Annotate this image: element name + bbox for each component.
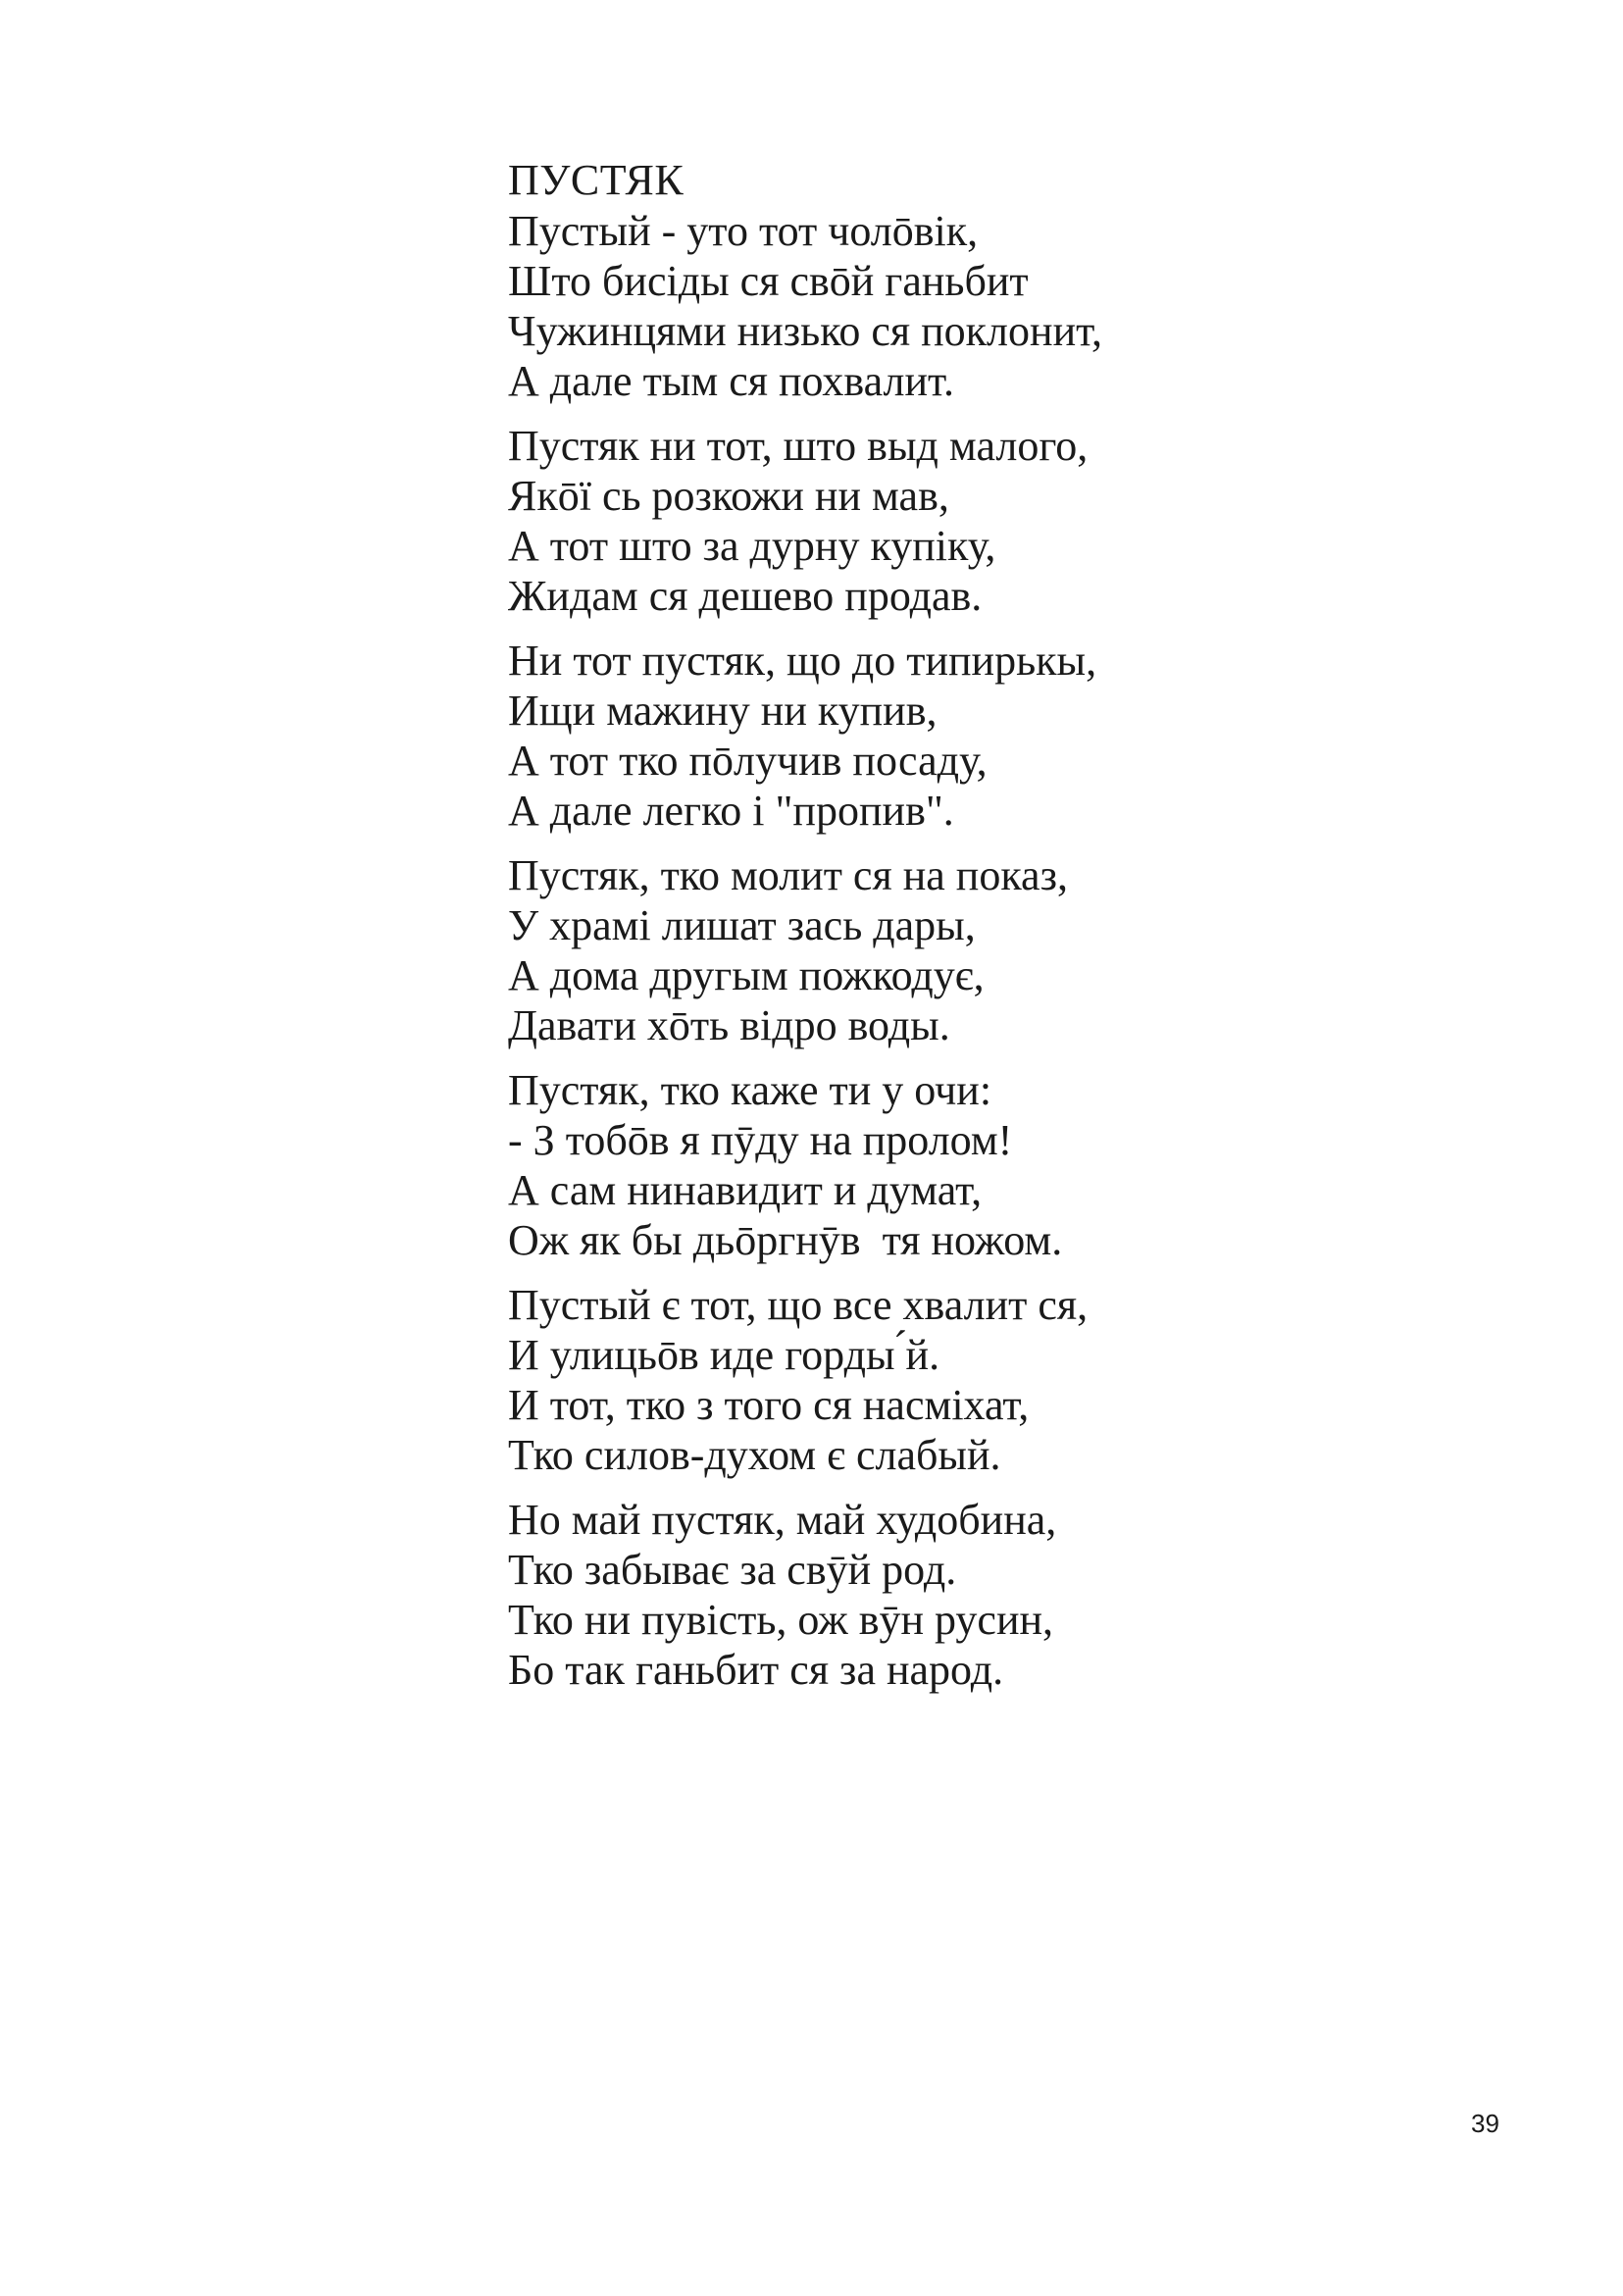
poem-line: Ож як бы дьōргнӯв тя ножом. — [508, 1216, 1063, 1264]
poem-line: А дале легко і "пропив". — [508, 787, 954, 835]
poem-line: Давати хōть відро воды. — [508, 1001, 950, 1049]
poem-line: Ищи мажину ни купив, — [508, 687, 938, 735]
poem-line: Тко ни пувість, ож вӯн русин, — [508, 1596, 1054, 1644]
poem-line: Бо так ганьбит ся за народ. — [508, 1646, 1004, 1694]
poem-line: У храмі лишат зась дары, — [508, 901, 976, 949]
poem-line: Што бисіды ся свōй ганьбит — [508, 257, 1029, 305]
stanza-6 — [508, 1280, 1489, 1480]
poem-line: А тот што за дурну купіку, — [508, 522, 996, 570]
poem-line: Пустяк ни тот, што выд малого, — [508, 422, 1089, 470]
stanza-1 — [508, 206, 1489, 406]
poem-title: ПУСТЯК — [508, 156, 685, 204]
poem — [508, 155, 1489, 1709]
stanza-2 — [508, 421, 1489, 621]
poem-line: Но май пустяк, май худобина, — [508, 1496, 1057, 1544]
poem-line: А тот тко пōлучив посаду, — [508, 737, 988, 785]
page-number: 39 — [1471, 2109, 1499, 2138]
poem-line: Пустяк, тко молит ся на показ, — [508, 851, 1068, 899]
poem-line: Тко забыває за свӯй род. — [508, 1546, 957, 1594]
poem-line: И улицьōв иде горды ́й. — [508, 1331, 940, 1379]
stanza-5 — [508, 1065, 1489, 1265]
poem-line: - З тобōв я пӯду на пролом! — [508, 1116, 1013, 1164]
poem-line: Ни тот пустяк, що до типирькы, — [508, 637, 1097, 685]
stanza-3 — [508, 636, 1489, 836]
stanza-4 — [508, 850, 1489, 1050]
poem-line: Пустый - уто тот чолōвік, — [508, 207, 979, 255]
poem-line: Якōї сь розкожи ни мав, — [508, 472, 949, 520]
poem-line: А дале тым ся похвалит. — [508, 357, 954, 405]
poem-line: Пустый є тот, що все хвалит ся, — [508, 1281, 1089, 1329]
poem-line: Жидам ся дешево продав. — [508, 572, 983, 620]
poem-line: Чужинцями низько ся поклонит, — [508, 307, 1103, 355]
poem-line: Тко силов-духом є слабый. — [508, 1431, 1001, 1479]
stanza-7 — [508, 1495, 1489, 1695]
poem-line: А сам нинавидит и думат, — [508, 1166, 983, 1214]
poem-line: А дома другым пожкодує, — [508, 951, 985, 999]
poem-line: И тот, тко з того ся насміхат, — [508, 1381, 1030, 1429]
poem-line: Пустяк, тко каже ти у очи: — [508, 1066, 992, 1114]
